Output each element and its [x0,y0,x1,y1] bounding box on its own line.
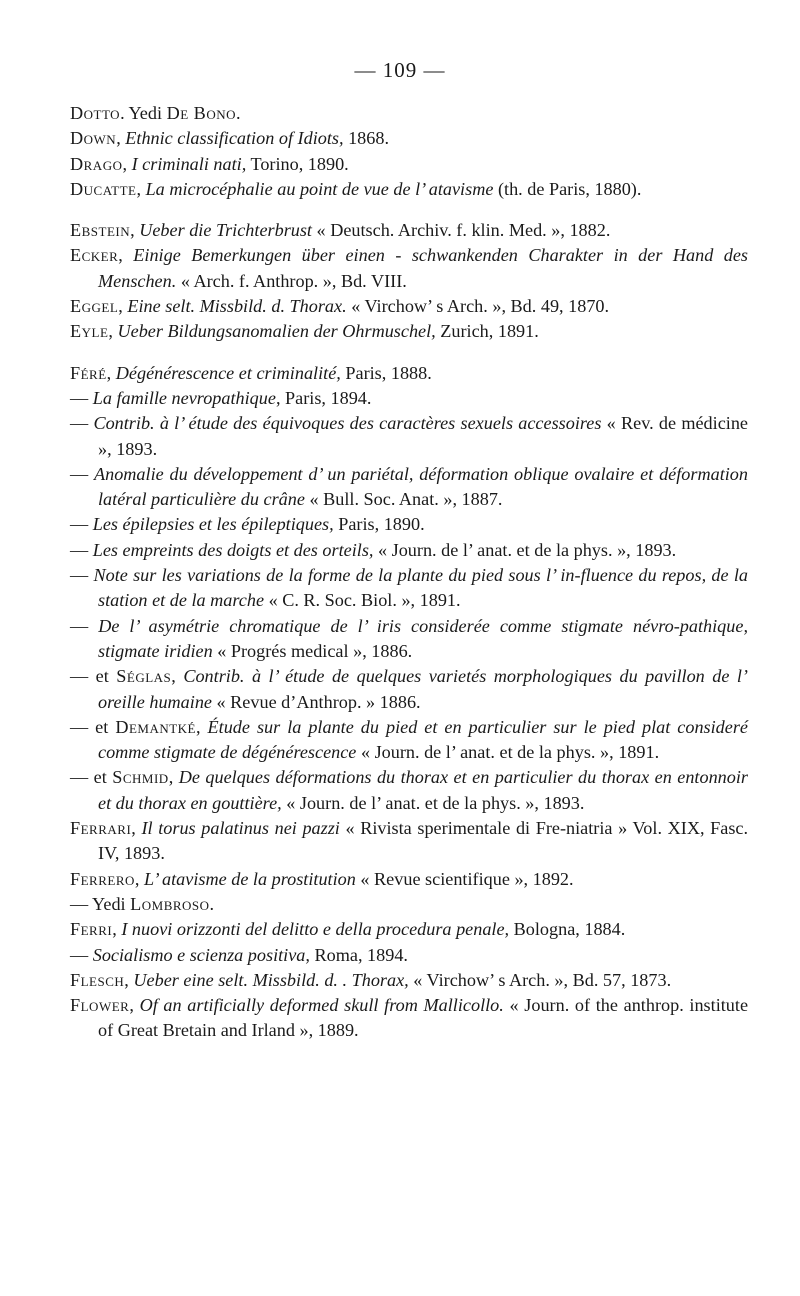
reference-title: I criminali nati, [131,153,247,174]
reference-entry [70,993,748,1044]
reference-title: Ueber eine selt. Missbild. d. . Thorax, [133,969,409,990]
reference-entry [70,614,748,665]
reference-details: , Paris, 1894. [275,387,372,408]
reference-separator: , [134,868,144,889]
reference-title: Les empreints des doigts et des orteils, [92,539,374,560]
reference-details: « Journ. de l’ anat. et de la phys. », 1893. [373,539,677,560]
reference-details: Torino, 1890. [246,153,349,174]
reference-author: Schmid [112,767,169,788]
reference-author: Demantké [115,716,196,737]
reference-details: « Rivista sperimentale di Fre-niatria » Vol. XIX, Fasc. IV, 1893. [98,818,749,864]
reference-details: « Rev. de médicine », 1893. [98,413,748,459]
reference-separator: , [171,666,184,687]
reference-author: Ferrari [70,818,132,839]
reference-title: La microcéphalie au point de vue de l’ atavisme [145,178,494,199]
reference-details: « Journ. of the anthrop. institute of Great Bretain and Irland », 1889. [98,995,749,1041]
reference-separator: , [129,995,140,1016]
reference-entry [70,892,748,917]
reference-author: De Bono [166,103,236,123]
reference-details: « Deutsch. Archiv. f. klin. Med. », 1882. [312,220,611,241]
reference-separator: . [235,103,241,123]
reference-separator: — [70,413,94,434]
reference-entry [70,126,748,151]
reference-title: Dégénérescence et criminalité, [115,362,341,383]
reference-author: Ferrero [70,868,135,889]
reference-entry [70,715,748,766]
reference-prefix: — et [70,716,116,737]
reference-entry [70,218,748,243]
reference-author: Drago [70,153,123,174]
reference-details: Bologna, 1884. [509,919,626,940]
reference-author: Séglas [116,666,172,687]
reference-details: Roma, 1894. [309,944,408,965]
reference-separator: — [70,463,94,484]
reference-title: Anomalie du développement d’ un pariétal, déformation oblique ovalaire et déformation latéral particulière du crâne [94,463,748,510]
reference-title: La famille nevropathique [92,387,276,408]
reference-author: Ferri [70,919,113,940]
reference-title: Il torus palatinus nei pazzi [141,818,340,839]
reference-title: Einige Bemerkungen über einen - schwankenden Charakter in der Hand des Menschen. [98,245,749,291]
reference-details: « Progrés medical », 1886. [212,640,413,661]
reference-title: Contrib. à l’ étude des équivoques des caractères sexuels accessoires [93,413,602,434]
reference-entry [70,917,748,942]
reference-details: Zurich, 1891. [435,321,539,342]
reference-details: Paris, 1888. [340,362,432,383]
reference-separator: , [112,919,122,940]
reference-prefix: — et [70,767,113,788]
reference-separator: , [130,220,140,241]
reference-separator: — [70,539,93,560]
reference-entry [70,411,748,462]
reference-separator: , [124,969,134,990]
reference-separator: — [70,387,93,408]
reference-title: Les épilepsies et les épileptiques, [92,514,334,535]
reference-title: Étude sur la plante du pied et en particulier sur le pied plat consideré comme stigmate de dégénérescence [98,716,748,763]
reference-author: Lombroso [130,893,210,914]
reference-details: « Journ. de l’ anat. et de la phys. », 1891. [356,742,660,763]
reference-details: « C. R. Soc. Biol. », 1891. [264,590,461,611]
reference-details: « Journ. de l’ anat. et de la phys. », 1893. [281,792,585,813]
bibliography-list [70,101,748,1044]
reference-title: De quelques déformations du thorax et en particulier du thorax en entonnoir et du thorax en gouttière, [98,767,748,813]
reference-title: Ueber Bildungsanomalien der Ohrmuschel, [117,321,436,342]
reference-author: Down [70,128,117,149]
reference-separator: — [70,514,93,535]
reference-separator: , [196,716,208,737]
reference-title: Of an artificially deformed skull from Mallicollo. [139,995,504,1016]
reference-title: Eine selt. Missbild. d. Thorax. [127,296,347,317]
reference-separator: , [106,362,116,383]
reference-separator: , [136,178,146,199]
page-number: — 109 — [354,58,446,82]
reference-separator: — [70,565,94,586]
reference-entry [70,968,748,993]
reference-title: De l’ asymétrie chromatique de l’ iris considerée comme stigmate névro-pathique, stigmate iridien [98,615,748,661]
reference-separator: . [209,893,215,914]
reference-details: (th. de Paris, 1880). [493,178,642,199]
reference-details: 1868. [343,128,389,149]
reference-details: « Revue scientifique », 1892. [355,868,574,889]
reference-title: L’ atavisme de la prostitution [144,868,356,889]
reference-entry [70,243,748,294]
reference-entry [70,294,748,319]
reference-entry [70,319,748,344]
reference-author: Flower [70,995,130,1016]
reference-entry [70,538,748,563]
reference-entry [70,563,748,614]
reference-separator: , [118,296,128,317]
reference-entry [70,816,748,867]
reference-entry [70,152,748,177]
reference-details: « Revue d’Anthrop. » 1886. [211,691,421,712]
reference-entry [70,101,748,126]
reference-author: Eyle [70,321,109,342]
reference-details: « Virchow’ s Arch. », Bd. 57, 1873. [408,969,672,990]
reference-separator: , [122,153,132,174]
reference-author: Ebstein [70,220,131,241]
reference-separator: , [116,128,126,149]
reference-details: « Arch. f. Anthrop. », Bd. VIII. [176,270,407,291]
reference-title: Note sur les variations de la forme de la plante du pied sous l’ in-fluence du repos, de la station et de la marche [93,565,748,611]
reference-details: Paris, 1890. [333,514,425,535]
reference-author: Eggel [70,296,119,317]
reference-entry [70,512,748,537]
reference-separator: , [108,321,118,342]
reference-author: Féré [70,362,107,383]
reference-details: « Bull. Soc. Anat. », 1887. [304,489,503,510]
reference-author: Dotto [70,103,121,123]
reference-prefix: — et [70,666,117,687]
reference-author: Ecker [70,245,119,266]
reference-separator: , [168,767,179,788]
reference-entry [70,462,748,513]
reference-separator: — [70,615,99,636]
reference-separator: , [131,818,142,839]
reference-title: Ueber die Trichterbrust [139,220,312,241]
reference-entry [70,943,748,968]
reference-entry [70,177,748,202]
reference-entry [70,664,748,715]
reference-details: « Virchow’ s Arch. », Bd. 49, 1870. [346,296,610,317]
reference-author: Flesch [70,969,125,990]
reference-entry [70,765,748,816]
reference-separator: , [118,245,134,266]
reference-entry [70,867,748,892]
reference-title: I nuovi orizzonti del delitto e della procedura penale, [121,919,510,940]
reference-separator: . Yedi [120,103,167,123]
reference-entry [70,361,748,386]
reference-title: Contrib. à l’ étude de quelques varietés morphologiques du pavillon de l’ oreille humaine [98,666,748,712]
reference-separator: — [70,944,93,965]
reference-author: Ducatte [70,178,137,199]
reference-title: Socialismo e scienza positiva, [92,944,310,965]
reference-entry [70,386,748,411]
reference-title: Ethnic classification of Idiots, [125,128,344,149]
reference-separator: — Yedi [70,893,131,914]
